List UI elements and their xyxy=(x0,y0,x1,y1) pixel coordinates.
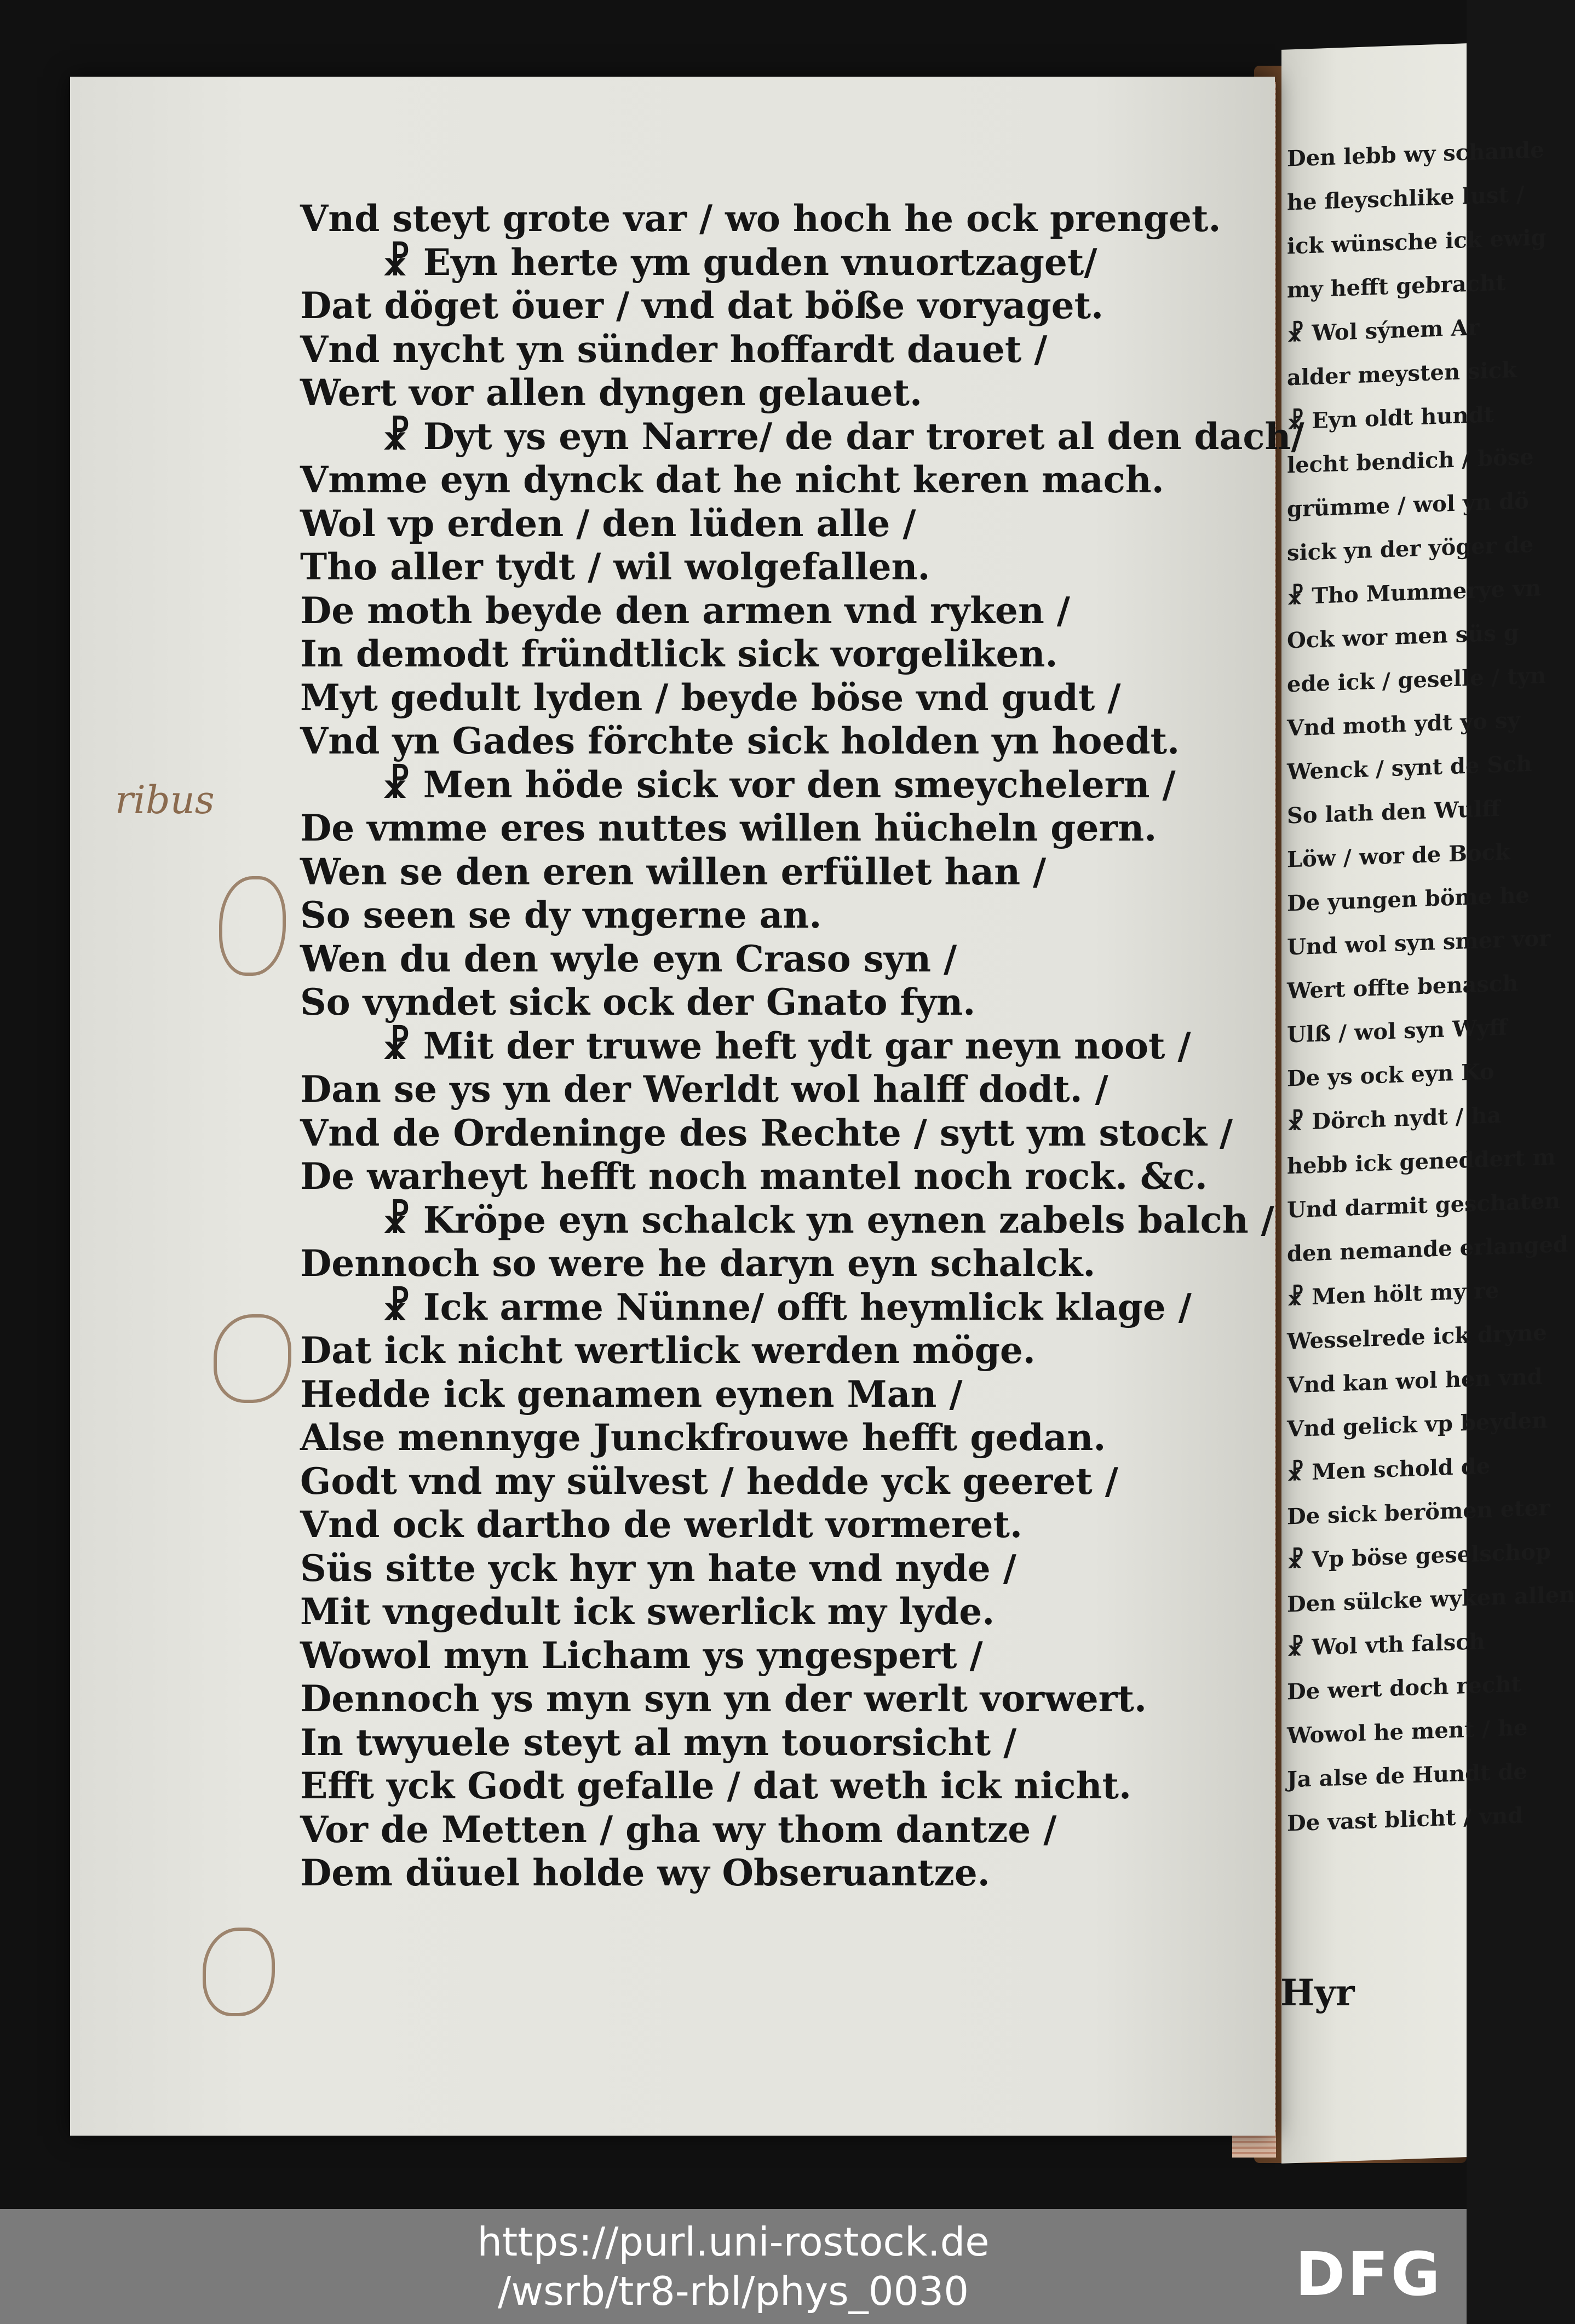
facing-text-line: ede ick / geselle / tyn xyxy=(1287,663,1547,698)
viewer-footer xyxy=(0,2209,1467,2324)
facing-text-line: Ja alse de Hundt de xyxy=(1287,1758,1527,1793)
text-line: Vnd yn Gades förchte sick holden yn hoedt. xyxy=(300,720,1180,762)
text-line: ☧ Kröpe eyn schalck yn eynen zabels balch / xyxy=(382,1198,1274,1241)
facing-text-line: Vnd kan wol hen vnd xyxy=(1287,1364,1543,1399)
text-line: De warheyt hefft noch mantel noch rock. &c. xyxy=(300,1155,1208,1198)
facing-text-line: den nemande erlanged xyxy=(1287,1231,1568,1267)
text-line: De moth beyde den armen vnd ryken / xyxy=(300,589,1070,632)
margin-mark-3 xyxy=(203,1928,275,2016)
text-line: Vnd de Ordeninge des Rechte / sytt ym stock / xyxy=(300,1111,1233,1154)
facing-text-line: Den lebb wy schande xyxy=(1287,137,1544,172)
facing-text-line: ☧ Wol vth falsch xyxy=(1287,1628,1485,1661)
facing-text-line: my hefft gebracht xyxy=(1287,269,1506,303)
text-line: Wen se den eren willen erfüllet han / xyxy=(300,850,1047,893)
facing-text-line: he fleyschlike lust / xyxy=(1287,181,1525,216)
facing-text-line: De vast blicht / vnd xyxy=(1287,1802,1524,1837)
text-line: Vnd steyt grote var / wo hoch he ock prenget. xyxy=(300,197,1221,240)
text-line: Dan se ys yn der Werldt wol halff dodt. / xyxy=(300,1068,1108,1111)
margin-mark-2 xyxy=(214,1314,291,1403)
text-line: In twyuele steyt al myn touorsicht / xyxy=(300,1721,1017,1764)
text-line: Myt gedult lyden / beyde böse vnd gudt / xyxy=(300,676,1121,719)
facing-text-line: Wert offte benasch xyxy=(1287,970,1519,1004)
text-line: Dat ick nicht wertlick werden möge. xyxy=(300,1329,1036,1372)
facing-text-line: De ys ock eyn Ko xyxy=(1287,1059,1494,1092)
text-line: Wol vp erden / den lüden alle / xyxy=(300,502,916,545)
text-line: De vmme eres nuttes willen hücheln gern. xyxy=(300,807,1157,849)
facing-text-line: Den sülcke wyken allen xyxy=(1287,1581,1575,1618)
text-line: Süs sitte yck hyr yn hate vnd nyde / xyxy=(300,1546,1016,1590)
dfg-logo: DFG xyxy=(1295,2239,1442,2309)
facing-text-line: Und darmit geschaten xyxy=(1287,1188,1561,1223)
text-line: So seen se dy vngerne an. xyxy=(300,894,822,936)
text-line: Dennoch ys myn syn yn der werlt vorwert. xyxy=(300,1677,1147,1720)
text-line: ☧ Ick arme Nünne/ offt heymlick klage / xyxy=(382,1285,1192,1328)
facing-text-line: Wowol he ment / he xyxy=(1287,1715,1528,1749)
text-line: Efft yck Godt gefalle / dat weth ick nicht. xyxy=(300,1764,1131,1807)
text-line: Wen du den wyle eyn Craso syn / xyxy=(300,937,957,980)
permalink-line-2[interactable]: /wsrb/tr8-rbl/phys_0030 xyxy=(497,2268,969,2314)
text-line: Alse mennyge Junckfrouwe hefft gedan. xyxy=(300,1416,1106,1459)
facing-text-line: ☧ Men schold de xyxy=(1287,1453,1491,1486)
text-line: Vmme eyn dynck dat he nicht keren mach. xyxy=(300,458,1164,501)
text-line: Dennoch so were he daryn eyn schalck. xyxy=(300,1242,1096,1285)
text-line: Vor de Metten / gha wy thom dantze / xyxy=(300,1808,1057,1851)
permalink-line-1[interactable]: https://purl.uni-rostock.de xyxy=(477,2219,990,2265)
facing-text-line: ☧ Vp böse geselschop xyxy=(1287,1538,1551,1574)
facing-text-line: ick wünsche ick ewig xyxy=(1287,225,1547,260)
margin-mark-1 xyxy=(219,876,286,976)
catchword: Hyr xyxy=(1280,1971,1355,2014)
main-page-left xyxy=(70,77,1355,2136)
facing-text-line: ☧ Dörch nydt / ha xyxy=(1287,1102,1502,1136)
facing-text-line: grümme / wol yn dö xyxy=(1287,488,1529,522)
facing-text-line: Und wol syn smer vor xyxy=(1287,925,1551,960)
text-line: Wert vor allen dyngen gelauet. xyxy=(300,371,922,414)
text-line: Mit vngedult ick swerlick my lyde. xyxy=(300,1590,995,1633)
facing-text-line: Vnd gelick vp beyden xyxy=(1287,1407,1548,1442)
facing-text-line: Wenck / synt de Sch xyxy=(1287,750,1532,785)
text-line: Wowol myn Licham ys yngespert / xyxy=(300,1633,983,1677)
facing-text-line: ☧ Eyn oldt hundt xyxy=(1287,401,1494,435)
facing-text-line: lecht bendich / böse xyxy=(1287,444,1534,479)
text-line: Dat döget öuer / vnd dat böße voryaget. xyxy=(300,284,1104,327)
facing-text-line: De wert doch recht xyxy=(1287,1671,1521,1705)
text-line: Tho aller tydt / wil wolgefallen. xyxy=(300,545,930,588)
text-line: Godt vnd my sülvest / hedde yck geeret / xyxy=(300,1459,1118,1503)
facing-text-line: Wesselrede ick dryne xyxy=(1287,1319,1547,1355)
facing-text-line: Löw / wor de Bock xyxy=(1287,839,1510,873)
facing-text-line: ☧ Wol sýnem Ar xyxy=(1287,314,1480,347)
text-line: ☧ Dyt ys eyn Narre/ de dar troret al den dach/ xyxy=(382,415,1304,458)
facing-text-line: So lath den Wulff xyxy=(1287,795,1500,829)
margin-annotation: ribus xyxy=(115,778,215,822)
facing-text-line: De yungen böme he xyxy=(1287,882,1530,917)
facing-page-text xyxy=(1287,130,1575,1846)
page-text-block xyxy=(300,197,1319,1895)
text-line: ☧ Eyn herte ym guden vnuortzaget/ xyxy=(382,240,1097,284)
text-line: ☧ Mit der truwe heft ydt gar neyn noot / xyxy=(382,1024,1191,1067)
facing-text-line: alder meysten sick xyxy=(1287,356,1517,391)
facing-text-line: Vnd moth ydt yo sy xyxy=(1287,707,1520,741)
text-line: In demodt fründtlick sick vorgeliken. xyxy=(300,632,1058,675)
text-line: Vnd nycht yn sünder hoffardt dauet / xyxy=(300,327,1048,371)
text-line: Vnd ock dartho de werldt vormeret. xyxy=(300,1503,1022,1546)
text-line: So vyndet sick ock der Gnato fyn. xyxy=(300,981,976,1023)
text-line: ☧ Men höde sick vor den smeychelern / xyxy=(382,763,1176,806)
facing-text-line: De sick berömen eter xyxy=(1287,1494,1550,1530)
facing-text-line: sick yn der yöger de xyxy=(1287,531,1534,566)
text-line: Hedde ick genamen eynen Man / xyxy=(300,1372,963,1416)
facing-text-line: Ock wor men süs g xyxy=(1287,619,1519,654)
facing-text-line: ☧ Tho Mummerye vn xyxy=(1287,575,1542,610)
facing-text-line: hebb ick geneddert m xyxy=(1287,1144,1556,1180)
facing-text-line: ☧ Men hölt my re xyxy=(1287,1278,1499,1311)
facing-text-line: Ulß / wol syn Wyff xyxy=(1287,1014,1508,1048)
text-line: Dem düuel holde wy Obseruantze. xyxy=(300,1851,990,1894)
